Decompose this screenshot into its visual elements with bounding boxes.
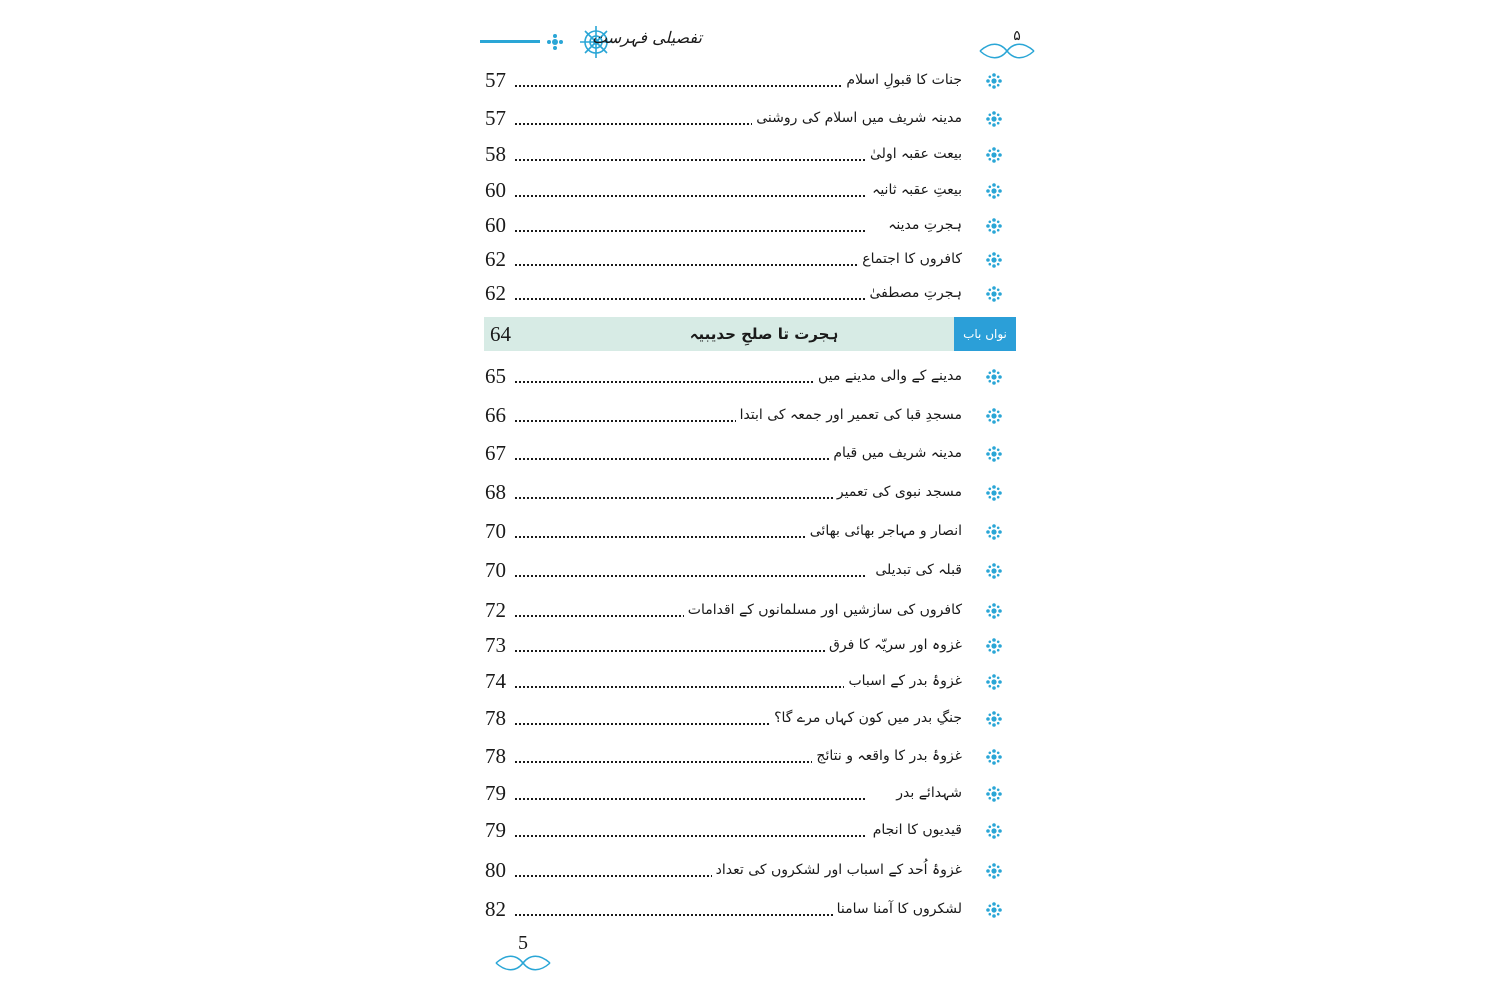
toc-entry xyxy=(485,894,1020,924)
entry-title: غزوۂ بدر کے اسباب xyxy=(844,666,962,696)
dot-leader xyxy=(515,139,865,161)
entry-page-number: 67 xyxy=(485,441,506,465)
dot-leader xyxy=(515,278,865,300)
toc-entry xyxy=(485,815,1020,845)
flower-bullet-icon xyxy=(984,216,1004,236)
flower-bullet-icon xyxy=(984,109,1004,129)
dot-leader xyxy=(515,438,865,460)
flower-bullet-icon xyxy=(984,367,1004,387)
dot-leader xyxy=(515,894,865,916)
page-title: تفصیلی فہرست xyxy=(592,28,702,47)
toc-entry xyxy=(485,855,1020,885)
flower-bullet-icon xyxy=(984,672,1004,692)
chapter-page-number: 64 xyxy=(490,322,511,346)
chapter-tag: نواں باب xyxy=(954,317,1016,351)
entry-page-number: 62 xyxy=(485,281,506,305)
entry-title: شہدائے بدر xyxy=(892,778,962,808)
entry-title: جنات کا قبولِ اسلام xyxy=(842,65,962,95)
entry-page-number: 78 xyxy=(485,744,506,768)
entry-title: انصار و مہاجر بھائی بھائی xyxy=(806,516,962,546)
toc-entry xyxy=(485,778,1020,808)
chapter-banner xyxy=(484,317,1016,351)
flower-bullet-icon xyxy=(984,709,1004,729)
dot-leader xyxy=(515,65,865,87)
toc-entry xyxy=(485,438,1020,468)
entry-title: قیدیوں کا انجام xyxy=(869,815,962,845)
dot-leader xyxy=(515,666,865,688)
toc-entry xyxy=(485,741,1020,771)
entry-page-number: 70 xyxy=(485,519,506,543)
dot-leader xyxy=(515,778,865,800)
entry-page-number: 82 xyxy=(485,897,506,921)
toc-entry xyxy=(485,666,1020,696)
toc-entry xyxy=(485,278,1020,308)
dot-leader xyxy=(515,477,865,499)
footer-swirl-ornament-icon xyxy=(494,954,552,972)
entry-page-number: 57 xyxy=(485,68,506,92)
entry-title: مسجدِ قبا کی تعمیر اور جمعہ کی ابتدا xyxy=(736,400,962,430)
toc-entry xyxy=(485,703,1020,733)
toc-entry xyxy=(485,361,1020,391)
header-sparkle-icon xyxy=(540,32,570,52)
entry-title: لشکروں کا آمنا سامنا xyxy=(833,894,962,924)
dot-leader xyxy=(515,555,865,577)
entry-page-number: 68 xyxy=(485,480,506,504)
flower-bullet-icon xyxy=(984,636,1004,656)
dot-leader xyxy=(515,175,865,197)
entry-page-number: 72 xyxy=(485,598,506,622)
dot-leader xyxy=(515,630,865,652)
dot-leader xyxy=(515,210,865,232)
entry-title: ہجرتِ مصطفیٰ xyxy=(866,278,962,308)
entry-title: بیعت عقبہ اولیٰ xyxy=(866,139,962,169)
flower-bullet-icon xyxy=(984,250,1004,270)
flower-bullet-icon xyxy=(984,181,1004,201)
entry-title: مدینہ شریف میں قیام xyxy=(829,438,962,468)
entry-title: جنگِ بدر میں کون کہاں مرے گا؟ xyxy=(770,703,962,733)
toc-entry xyxy=(485,210,1020,240)
dot-leader xyxy=(515,815,865,837)
entry-page-number: 65 xyxy=(485,364,506,388)
entry-title: مدینے کے والی مدینے میں xyxy=(814,361,962,391)
entry-page-number: 60 xyxy=(485,213,506,237)
entry-title: بیعتِ عقبہ ثانیہ xyxy=(868,175,962,205)
entry-title: مسجد نبوی کی تعمیر xyxy=(833,477,962,507)
entry-title: غزوہ اور سریّہ کا فرق xyxy=(825,630,962,660)
flower-bullet-icon xyxy=(984,71,1004,91)
toc-entry xyxy=(485,103,1020,133)
entry-title: کافروں کا اجتماع xyxy=(858,244,962,274)
entry-page-number: 73 xyxy=(485,633,506,657)
header-page-number: ۵ xyxy=(1013,28,1021,44)
entry-page-number: 70 xyxy=(485,558,506,582)
entry-title: غزوۂ اُحد کے اسباب اور لشکروں کی تعداد xyxy=(712,855,962,885)
flower-bullet-icon xyxy=(984,747,1004,767)
flower-bullet-icon xyxy=(984,284,1004,304)
toc-entry xyxy=(485,630,1020,660)
chapter-title: ہجرت تا صلحِ حدیبیہ xyxy=(689,325,839,343)
dot-leader xyxy=(515,244,865,266)
entry-page-number: 80 xyxy=(485,858,506,882)
toc-entry xyxy=(485,516,1020,546)
entry-page-number: 79 xyxy=(485,818,506,842)
entry-page-number: 62 xyxy=(485,247,506,271)
toc-entry xyxy=(485,65,1020,95)
entry-page-number: 78 xyxy=(485,706,506,730)
flower-bullet-icon xyxy=(984,821,1004,841)
toc-entry xyxy=(485,139,1020,169)
toc-entry xyxy=(485,595,1020,625)
entry-title: کافروں کی سازشیں اور مسلمانوں کے اقدامات xyxy=(684,595,962,625)
entry-page-number: 60 xyxy=(485,178,506,202)
flower-bullet-icon xyxy=(984,522,1004,542)
dot-leader xyxy=(515,361,865,383)
swirl-ornament-icon xyxy=(978,42,1036,60)
toc-entry xyxy=(485,175,1020,205)
header-rule xyxy=(480,40,540,43)
flower-bullet-icon xyxy=(984,900,1004,920)
flower-bullet-icon xyxy=(984,601,1004,621)
entry-title: مدینہ شریف میں اسلام کی روشنی xyxy=(752,103,962,133)
footer-page-number: 5 xyxy=(518,932,528,954)
toc-entry xyxy=(485,400,1020,430)
entry-page-number: 57 xyxy=(485,106,506,130)
toc-entry xyxy=(485,244,1020,274)
toc-entry xyxy=(485,477,1020,507)
flower-bullet-icon xyxy=(984,406,1004,426)
entry-page-number: 74 xyxy=(485,669,506,693)
flower-bullet-icon xyxy=(984,483,1004,503)
flower-bullet-icon xyxy=(984,561,1004,581)
entry-title: ہجرتِ مدینہ xyxy=(884,210,962,240)
flower-bullet-icon xyxy=(984,784,1004,804)
flower-bullet-icon xyxy=(984,145,1004,165)
entry-page-number: 79 xyxy=(485,781,506,805)
flower-bullet-icon xyxy=(984,861,1004,881)
toc-page xyxy=(480,20,1040,980)
toc-entry xyxy=(485,555,1020,585)
entry-title: قبلہ کی تبدیلی xyxy=(871,555,962,585)
flower-bullet-icon xyxy=(984,444,1004,464)
entry-title: غزوۂ بدر کا واقعہ و نتائج xyxy=(812,741,962,771)
entry-page-number: 66 xyxy=(485,403,506,427)
entry-page-number: 58 xyxy=(485,142,506,166)
